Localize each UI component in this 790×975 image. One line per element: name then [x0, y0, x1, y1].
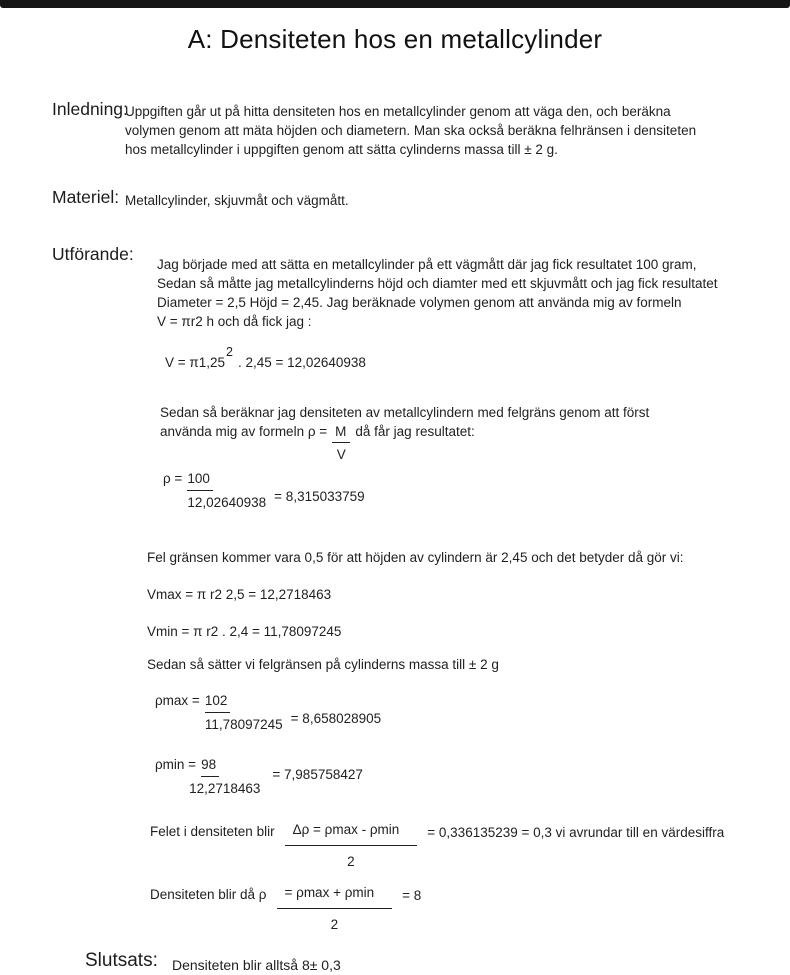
error-limit-statement: Fel gränsen kommer vara 0,5 för att höjden av cylindern är 2,45 och det betyder då gör vi: — [147, 550, 684, 565]
density-max-fraction — [205, 692, 283, 734]
density-min-result: = 7,985758427 — [272, 767, 363, 782]
utforande-paragraph-2 — [160, 403, 790, 464]
density-max-equation — [155, 692, 790, 734]
fraction-numerator: 100 — [187, 470, 213, 491]
formula-intro-text: använda mig av formeln ρ = — [160, 424, 328, 439]
final-density-equation — [150, 883, 790, 934]
final-density-fraction — [277, 883, 393, 934]
section-heading-utforande: Utförande: — [52, 244, 134, 264]
density-equation-result: = 8,315033759 — [274, 489, 365, 504]
utforande-para1-line-4: V = πr2 h och då fick jag : — [157, 314, 312, 329]
section-inledning — [52, 99, 790, 159]
utforande-para1-line-3: Diameter = 2,5 Höjd = 2,45. Jag beräknade volymen genom att använda mig av formeln — [157, 295, 682, 310]
formula-outro-text: då får jag resultatet: — [355, 424, 475, 439]
density-equation — [163, 470, 790, 512]
final-density-result: = 8 — [402, 888, 422, 903]
volume-equation — [165, 345, 790, 373]
fraction-denominator: 12,2718463 — [189, 781, 261, 796]
fraction-denominator: 2 — [347, 854, 355, 869]
density-fraction — [187, 470, 266, 512]
fraction-numerator: = ρmax + ρmin — [277, 883, 393, 909]
section-heading-inledning: Inledning: — [52, 99, 128, 119]
density-max-result: = 8,658028905 — [290, 711, 382, 726]
page-title: A: Densiteten hos en metallcylinder — [187, 24, 603, 54]
inledning-line-1: Uppgiften går ut på hitta densiteten hos en metallcylinder genom att väga den, och beräkna — [125, 104, 671, 119]
section-materiel — [52, 187, 790, 210]
utforande-para2-line-1: Sedan så beräknar jag densiteten av metallcylindern med felgräns genom att först — [160, 405, 650, 420]
density-equation-lhs: ρ = — [163, 471, 183, 486]
fraction-numerator: M — [332, 422, 350, 443]
fraction-numerator: 102 — [205, 692, 231, 713]
utforande-paragraph-1 — [157, 244, 718, 331]
vmin-equation: Vmin = π r2 . 2,4 = 11,78097245 — [147, 624, 342, 639]
utforande-para2-line-2 — [160, 422, 790, 464]
section-heading-slutsats: Slutsats: — [85, 950, 158, 971]
section-utforande — [52, 244, 790, 331]
density-error-result: = 0,336135239 = 0,3 vi avrundar till en värdesiffra — [427, 825, 725, 840]
materiel-body: Metallcylinder, skjuvmåt och vägmått. — [125, 193, 349, 208]
density-min-fraction — [189, 756, 261, 798]
density-error-fraction — [285, 820, 418, 871]
inledning-line-2: volymen genom att mäta höjden och diametern. Man ska också beräkna felhränsen i densiteten — [125, 123, 697, 138]
mass-volume-fraction — [332, 422, 350, 464]
slutsats-body: Densiteten blir alltså 8± 0,3 — [172, 957, 341, 973]
mass-error-statement: Sedan så sätter vi felgränsen på cylinderns massa till ± 2 g — [147, 657, 499, 672]
fraction-denominator: V — [336, 447, 346, 462]
window-top-edge — [0, 0, 790, 8]
fraction-denominator: 2 — [330, 917, 339, 932]
section-heading-materiel: Materiel: — [52, 187, 120, 207]
fraction-denominator: 11,78097245 — [204, 717, 283, 732]
density-error-intro: Felet i densiteten blir — [150, 824, 275, 839]
section-slutsats — [85, 950, 790, 975]
density-min-equation — [155, 756, 790, 798]
volume-equation-lhs: V = π1,25 — [165, 355, 225, 370]
density-min-lhs: ρmin = — [155, 757, 197, 772]
volume-equation-rhs: . 2,45 = 12,02640938 — [237, 355, 366, 370]
calculations — [147, 345, 790, 934]
inledning-body — [125, 99, 696, 159]
exponent: 2 — [225, 345, 233, 359]
fraction-denominator: 12,02640938 — [187, 495, 267, 510]
fraction-numerator: 98 — [201, 756, 219, 777]
utforande-para1-line-2: Sedan så måtte jag metallcylinderns höjd och diamter med ett skjuvmått och jag fick resultatet — [157, 276, 718, 291]
fraction-numerator: Δρ = ρmax - ρmin — [285, 820, 418, 846]
inledning-line-3: hos metallcylinder i uppgiften genom att sätta cylinderns massa till ± 2 g. — [125, 142, 558, 157]
vmax-equation: Vmax = π r2 2,5 = 12,2718463 — [147, 587, 332, 602]
utforande-para1-line-1: Jag började med att sätta en metallcylinder på ett vägmått där jag fick resultatet 100 gram, — [157, 257, 697, 272]
density-error-equation — [150, 820, 790, 871]
final-density-intro: Densiteten blir då ρ — [150, 887, 267, 902]
density-max-lhs: ρmax = — [155, 693, 200, 708]
